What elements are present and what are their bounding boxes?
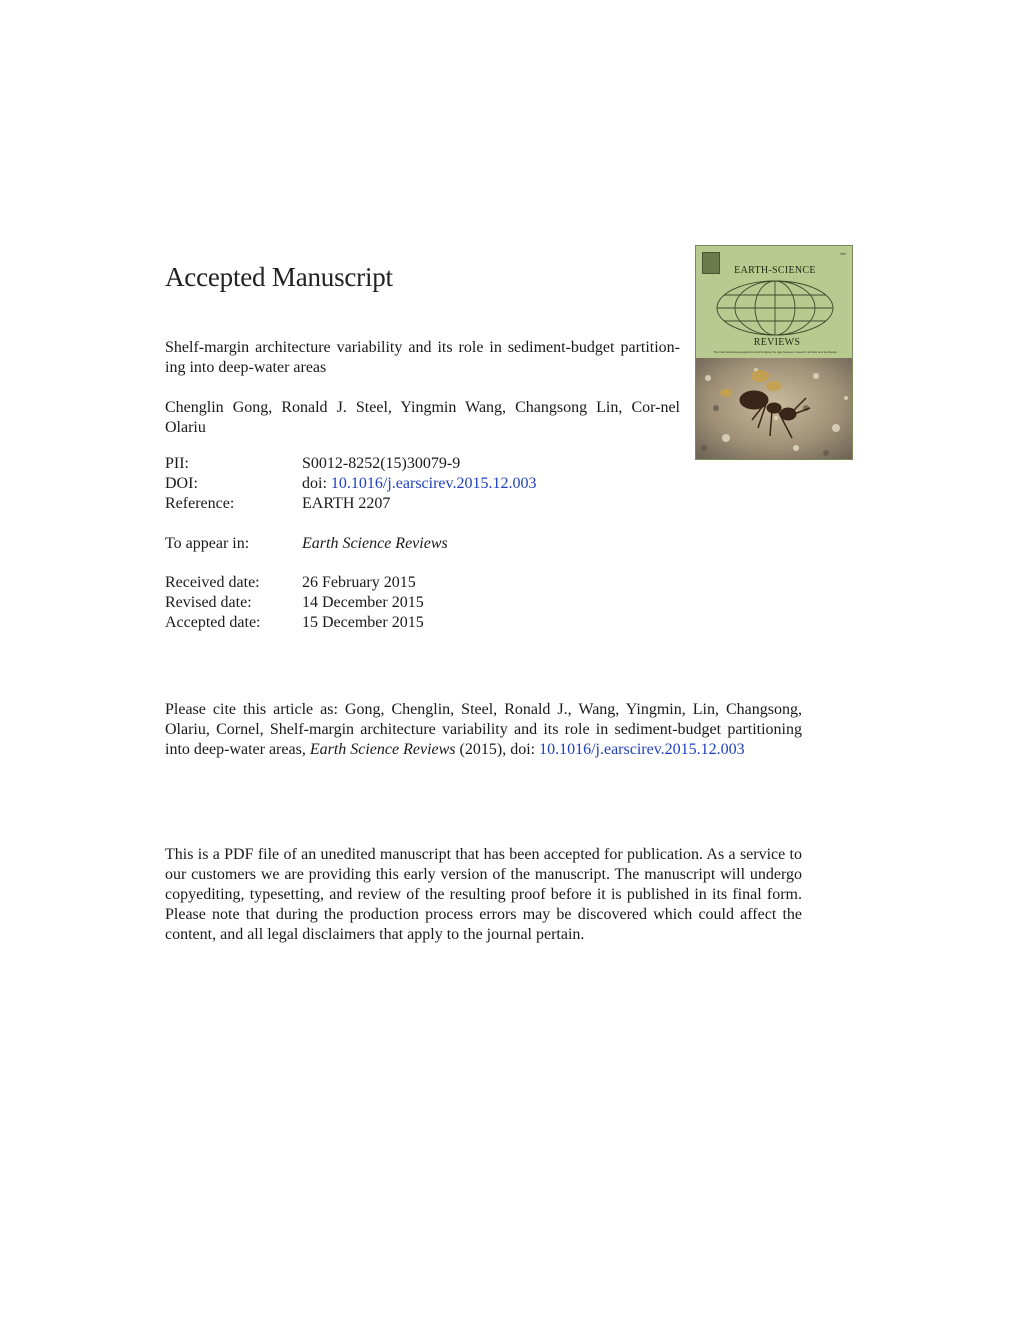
citation-doi-link[interactable]: 10.1016/j.earscirev.2015.12.003 bbox=[539, 741, 745, 758]
reference-value: EARTH 2207 bbox=[302, 495, 391, 512]
received-value: 26 February 2015 bbox=[302, 574, 416, 591]
doi-link[interactable]: 10.1016/j.earscirev.2015.12.003 bbox=[330, 475, 537, 492]
pii-label: PII: bbox=[165, 455, 189, 472]
revised-value: 14 December 2015 bbox=[302, 594, 424, 611]
article-title: Shelf-margin architecture variability and its role in sediment-budget partition-ing into deep-water areas bbox=[165, 339, 680, 376]
cover-tagline: The international geological journal bridging the gap between research articles and textbooks bbox=[713, 350, 837, 354]
citation-doi-prefix: doi: bbox=[510, 741, 536, 758]
revised-label: Revised date: bbox=[165, 594, 252, 611]
citation-journal: Earth Science Reviews bbox=[309, 741, 456, 758]
cover-title-bottom: REVIEWS bbox=[753, 337, 801, 348]
page-heading: Accepted Manuscript bbox=[165, 262, 393, 292]
citation-paragraph bbox=[165, 700, 802, 760]
doi-label: DOI: bbox=[165, 475, 198, 492]
citation-year: (2015), bbox=[459, 741, 507, 758]
ant-on-sand-photo-icon bbox=[696, 358, 853, 460]
doi-value bbox=[302, 474, 536, 494]
reference-label: Reference: bbox=[165, 495, 235, 512]
manuscript-notice: This is a PDF file of an unedited manuscript that has been accepted for publication. As a service to our customers we are providing this early version of the manuscript. The manuscript will undergo copyediting, typesetting, and review of the resulting proof before it is published in its final form. Please note that during the production process errors may be discovered which could affect the content, and all legal disclaimers that apply to the journal pertain. bbox=[165, 846, 802, 943]
globe-graticule-icon bbox=[714, 279, 836, 337]
journal-cover[interactable] bbox=[695, 245, 853, 460]
appear-label: To appear in: bbox=[165, 535, 250, 552]
cover-issn-mark: ▪▪▪▪ bbox=[840, 251, 846, 256]
pii-value: S0012-8252(15)30079-9 bbox=[302, 455, 461, 472]
author-list: Chenglin Gong, Ronald J. Steel, Yingmin Wang, Changsong Lin, Cor-nel Olariu bbox=[165, 399, 680, 436]
journal-name: Earth Science Reviews bbox=[302, 535, 448, 552]
accepted-value: 15 December 2015 bbox=[302, 614, 424, 631]
doi-prefix: doi: bbox=[302, 475, 327, 492]
accepted-label: Accepted date: bbox=[165, 614, 261, 631]
citation-text: Please cite this article as: Gong, Chenglin, Steel, Ronald J., Wang, Yingmin, Lin, Changsong, Olariu, Cornel, Shelf-margin architecture variability and its role in sediment-budget partitioning into deep-water areas, bbox=[165, 701, 802, 758]
received-label: Received date: bbox=[165, 574, 260, 591]
cover-title-top: EARTH-SCIENCE bbox=[734, 265, 816, 276]
